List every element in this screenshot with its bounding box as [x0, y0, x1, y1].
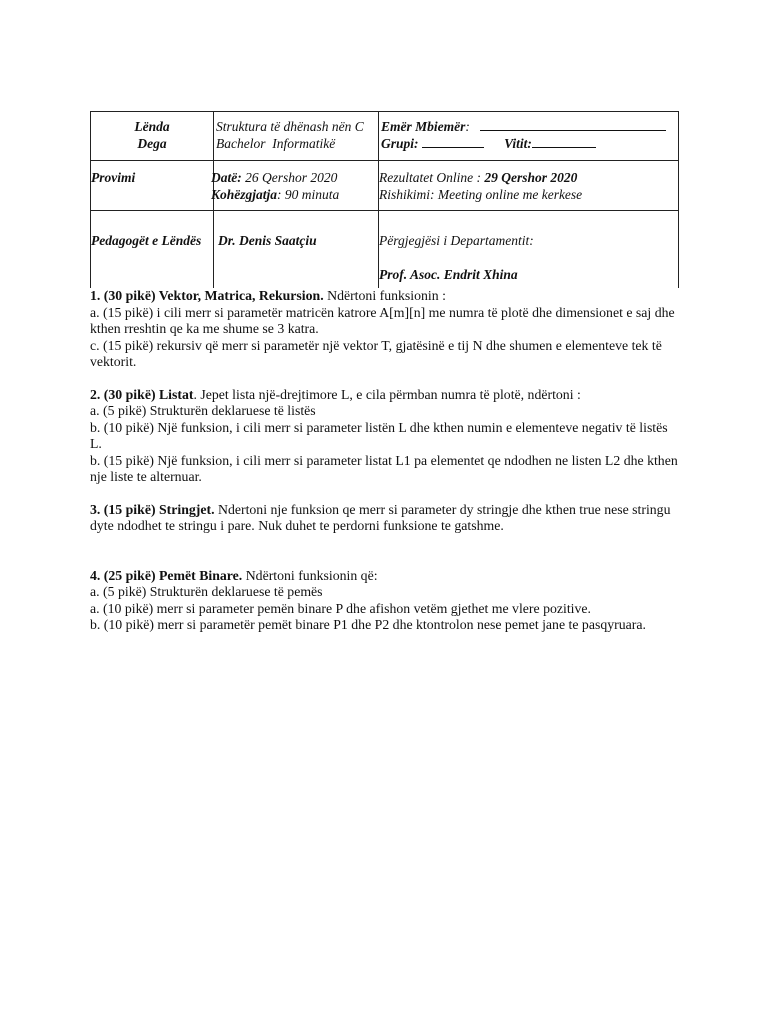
question-title: 2. (30 pikë) Listat — [90, 386, 194, 402]
exam-date-cell — [211, 161, 379, 210]
teacher-name: Dr. Denis Saatçiu — [218, 232, 317, 248]
question-title: 3. (15 pikë) Stringjet. — [90, 501, 215, 517]
year-blank — [532, 135, 596, 148]
results-label: Rezultatet Online : — [379, 170, 485, 186]
dept-head-label: Përgjegjësi i Departamentit: — [379, 232, 534, 248]
exam-header-table — [90, 111, 679, 288]
name-label: Emër Mbiemër — [381, 119, 466, 134]
subject-label: Lënda — [134, 119, 170, 134]
subject-value-cell — [214, 112, 379, 161]
program-level: Bachelor — [216, 136, 266, 151]
dept-head-cell — [379, 210, 679, 288]
question-3 — [90, 502, 680, 535]
exam-label-cell — [91, 161, 214, 210]
results-date: 29 Qershor 2020 — [484, 170, 578, 186]
question-item: c. (15 pikë) rekursiv që merr si parametër një vektor T, gjatësinë e tij N dhe shumen e elementeve tek të vektorit. — [90, 337, 662, 369]
student-info-cell: Emër Mbiemër: Grupi: Vitit: — [379, 112, 679, 161]
date-label: Datë: — [211, 170, 242, 186]
question-item: a. (5 pikë) Strukturën deklaruese të pemës — [90, 584, 323, 599]
review-note: Rishikimi: Meeting online me kerkese — [379, 187, 583, 203]
question-item: a. (10 pikë) merr si parameter pemën binare P dhe afishon vetëm gjethet me vlere pozitive. — [90, 600, 591, 616]
exam-questions — [90, 288, 680, 650]
question-intro: Ndertoni nje funksion qe merr si parameter dy stringje dhe kthen true nese stringu dyte ndodhet te stringu i pare. Nuk duhet te perdorni funksione te gatshme. — [90, 501, 671, 533]
subject-label-cell — [91, 112, 214, 161]
question-intro: . Jepet lista një-drejtimore L, e cila përmban numra të plotë, ndërtoni : — [193, 386, 581, 402]
teachers-label: Pedagogët e Lëndës — [91, 232, 202, 248]
question-title: 4. (25 pikë) Pemët Binare. — [90, 567, 243, 583]
question-title: 1. (30 pikë) Vektor, Matrica, Rekursion. — [90, 288, 324, 303]
duration-value: : 90 minuta — [277, 187, 340, 203]
group-blank — [422, 135, 484, 148]
teacher-name-cell — [214, 210, 379, 288]
question-4 — [90, 568, 680, 634]
question-item: a. (15 pikë) i cili merr si parametër matricën katrore A[m][n] me numra të plotë dhe dimensionet e saj dhe kthen rreshtin qe ka me shume se 3 katra. — [90, 304, 675, 336]
question-intro: Ndërtoni funksionin që: — [242, 567, 378, 583]
course-name: Struktura të dhënash nën C — [216, 119, 364, 134]
teachers-label-cell — [91, 210, 214, 288]
duration-label: Kohëzgjatja — [211, 187, 278, 203]
results-cell — [379, 161, 679, 210]
question-1 — [90, 288, 680, 371]
question-2 — [90, 387, 680, 486]
group-label: Grupi: — [381, 136, 419, 151]
dept-head-name: Prof. Asoc. Endrit Xhina — [379, 266, 518, 282]
year-label: Vitit: — [504, 136, 532, 151]
question-item: b. (15 pikë) Një funksion, i cili merr si parameter listat L1 pa elementet qe ndodhen ne listen L2 dhe kthen nje liste te alternuar. — [90, 452, 678, 484]
question-item: b. (10 pikë) Një funksion, i cili merr si parameter listën L dhe kthen numin e elementeve negativ të listës L. — [90, 419, 668, 451]
department-label: Dega — [137, 136, 167, 151]
question-intro: Ndërtoni funksionin : — [323, 288, 446, 303]
name-blank — [480, 118, 666, 131]
date-value: 26 Qershor 2020 — [245, 170, 338, 186]
question-item: a. (5 pikë) Strukturën deklaruese të listës — [90, 403, 316, 418]
program-name: Informatikë — [272, 136, 336, 151]
exam-label: Provimi — [91, 170, 136, 186]
question-item: b. (10 pikë) merr si parametër pemët binare P1 dhe P2 dhe ktontrolon nese pemet jane te pasqyruara. — [90, 617, 646, 632]
